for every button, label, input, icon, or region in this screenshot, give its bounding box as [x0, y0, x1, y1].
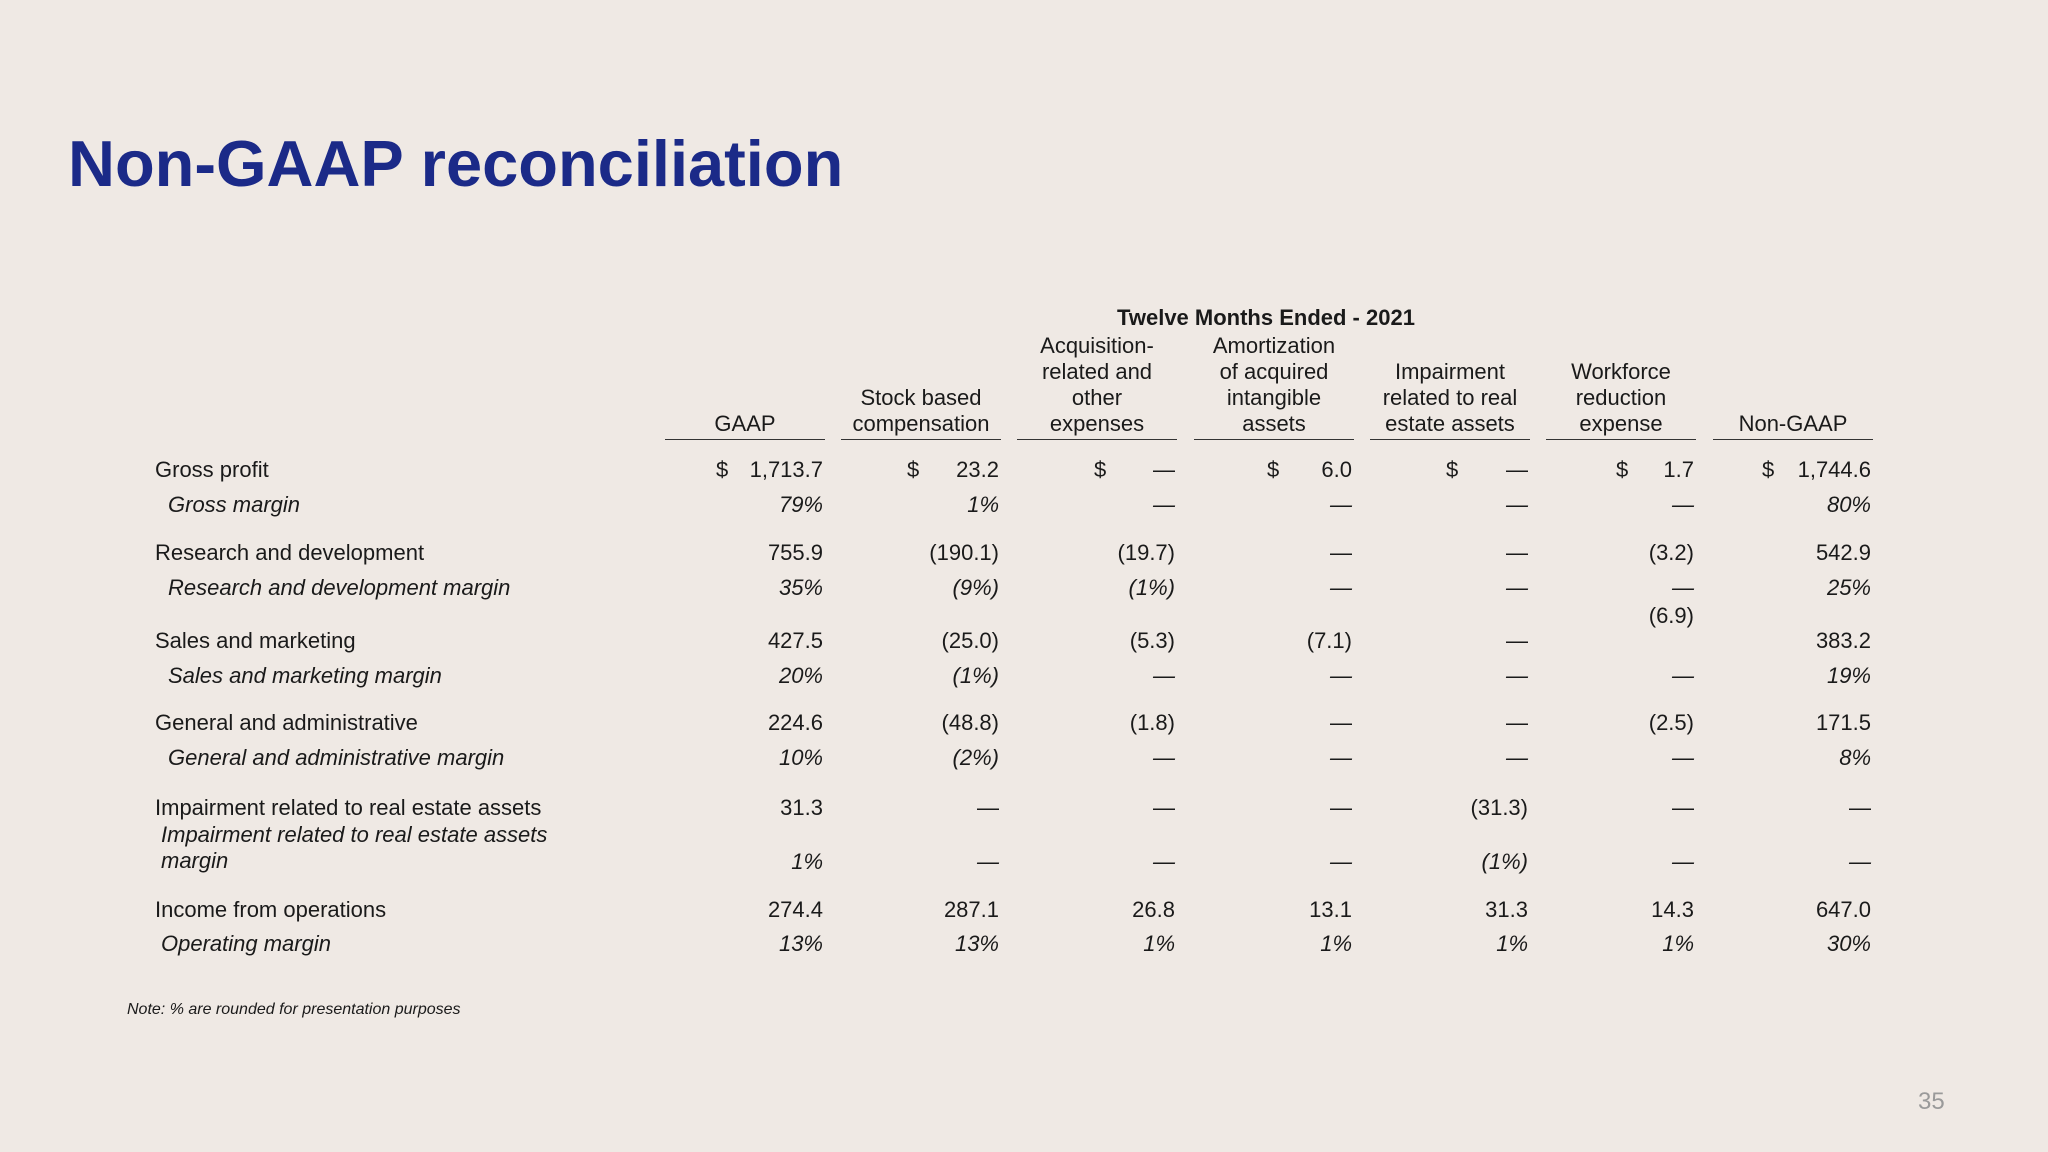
column-header-line: other: [1071, 385, 1123, 410]
cell-stock-based-compensation: (190.1): [929, 540, 999, 565]
table-row-ops: [0, 895, 2048, 925]
cell-gaap: 224.6: [767, 710, 823, 735]
column-header-line: reduction: [1575, 385, 1667, 410]
cell-acquisition-related: (1.8): [1129, 710, 1175, 735]
table-row-ops-margin: [0, 929, 2048, 959]
row-label: Operating margin: [161, 931, 331, 956]
cell-stock-based-compensation: (2%): [952, 745, 999, 770]
cell-workforce-reduction: (2.5): [1648, 710, 1694, 735]
cell-stock-based-compensation: 1%: [967, 492, 999, 517]
page-title: Non-GAAP reconciliation: [68, 127, 844, 200]
cell-amortization: 13.1: [1309, 897, 1352, 922]
column-header-gaap: [665, 330, 825, 440]
cell-impairment: (1%): [1481, 849, 1528, 874]
column-header-line: related and: [1041, 359, 1153, 384]
cell-workforce-reduction: —: [1672, 575, 1694, 600]
cell-non-gaap: 30%: [1826, 931, 1871, 956]
column-header-line: of acquired: [1219, 359, 1329, 384]
cell-stock-based-compensation: —: [977, 795, 999, 820]
cell-acquisition-related: (5.3): [1129, 628, 1175, 653]
column-header-line: expenses: [1049, 411, 1145, 436]
period-header: Twelve Months Ended - 2021: [1117, 305, 1415, 330]
cell-acquisition-related: (1%): [1128, 575, 1175, 600]
cell-non-gaap: 171.5: [1815, 710, 1871, 735]
cell-acquisition-related: —: [1153, 745, 1175, 770]
cell-workforce-reduction: (3.2): [1648, 540, 1694, 565]
column-header-line: assets: [1242, 411, 1306, 436]
row-label: Impairment related to real estate assets margin: [161, 822, 548, 873]
cell-gaap: 427.5: [767, 628, 823, 653]
column-header-line: Impairment: [1394, 359, 1506, 384]
cell-workforce-reduction: —: [1672, 663, 1694, 688]
cell-amortization: 1%: [1320, 931, 1352, 956]
cell-acquisition-related: —: [1153, 492, 1175, 517]
cell-gaap: 31.3: [780, 795, 823, 820]
column-header-line: expense: [1579, 411, 1663, 436]
table-row-gross-margin: [0, 490, 2048, 520]
table-row-gross-profit: [0, 455, 2048, 485]
cell-non-gaap: 647.0: [1815, 897, 1871, 922]
page-number: 35: [1918, 1088, 1945, 1115]
cell-stock-based-compensation: (25.0): [941, 628, 999, 653]
column-header-line: Stock based: [860, 385, 982, 410]
cell-impairment: —: [1506, 457, 1528, 482]
cell-amortization: —: [1330, 492, 1352, 517]
column-header-line: intangible: [1226, 385, 1322, 410]
column-header-line: Acquisition-: [1040, 333, 1154, 358]
column-header-impairment: [1370, 330, 1530, 440]
cell-non-gaap: 1,744.6: [1797, 457, 1871, 482]
cell-gaap: 20%: [778, 663, 823, 688]
column-header-stock-based-compensation: [841, 330, 1001, 440]
cell-gaap: 1,713.7: [749, 457, 823, 482]
cell-stock-based-compensation: 13%: [954, 931, 999, 956]
table-row-imp: [0, 793, 2048, 823]
row-label: Research and development: [155, 540, 425, 565]
cell-gaap: 10%: [778, 745, 823, 770]
currency-symbol: $: [716, 457, 729, 482]
cell-impairment: —: [1506, 663, 1528, 688]
table-row-rd: [0, 538, 2048, 568]
cell-workforce-reduction: 1.7: [1663, 457, 1694, 482]
cell-stock-based-compensation: (1%): [952, 663, 999, 688]
cell-non-gaap: —: [1849, 795, 1871, 820]
cell-gaap: 35%: [778, 575, 823, 600]
cell-non-gaap: 542.9: [1815, 540, 1871, 565]
cell-stock-based-compensation: (9%): [952, 575, 999, 600]
currency-symbol: $: [1094, 457, 1107, 482]
cell-impairment: —: [1506, 492, 1528, 517]
cell-workforce-reduction: —: [1672, 745, 1694, 770]
cell-non-gaap: —: [1849, 849, 1871, 874]
column-header-non-gaap: [1713, 330, 1873, 440]
cell-stock-based-compensation: —: [977, 849, 999, 874]
cell-workforce-reduction: —: [1672, 492, 1694, 517]
cell-amortization: —: [1330, 710, 1352, 735]
column-header-line: compensation: [852, 411, 990, 436]
column-header-amortization: [1194, 330, 1354, 440]
cell-workforce-reduction: 14.3: [1651, 897, 1694, 922]
row-label: Gross profit: [155, 457, 269, 482]
cell-amortization: —: [1330, 745, 1352, 770]
column-header-line: Amortization: [1212, 333, 1336, 358]
currency-symbol: $: [1267, 457, 1280, 482]
cell-non-gaap: 25%: [1826, 575, 1871, 600]
cell-impairment: —: [1506, 745, 1528, 770]
cell-amortization: —: [1330, 575, 1352, 600]
currency-symbol: $: [1762, 457, 1775, 482]
cell-workforce-reduction: —: [1672, 795, 1694, 820]
cell-workforce-reduction: 1%: [1662, 931, 1694, 956]
cell-impairment: —: [1506, 628, 1528, 653]
cell-acquisition-related: —: [1153, 663, 1175, 688]
cell-amortization: —: [1330, 795, 1352, 820]
row-label: General and administrative margin: [168, 745, 505, 770]
cell-amortization: —: [1330, 849, 1352, 874]
cell-impairment: 31.3: [1485, 897, 1528, 922]
cell-gaap: 1%: [791, 849, 823, 874]
row-label: Sales and marketing: [155, 628, 356, 653]
cell-acquisition-related: 26.8: [1132, 897, 1175, 922]
cell-gaap: 755.9: [767, 540, 823, 565]
cell-non-gaap: 8%: [1839, 745, 1871, 770]
row-label: General and administrative: [155, 710, 418, 735]
table-row-imp-margin: [0, 822, 2048, 877]
table-row-rd-margin: [0, 573, 2048, 603]
currency-symbol: $: [1446, 457, 1459, 482]
table-row-ga: [0, 708, 2048, 738]
currency-symbol: $: [1616, 457, 1629, 482]
cell-non-gaap: 19%: [1826, 663, 1871, 688]
cell-impairment: —: [1506, 540, 1528, 565]
cell-acquisition-related: 1%: [1143, 931, 1175, 956]
cell-acquisition-related: —: [1153, 849, 1175, 874]
footnote: Note: % are rounded for presentation purposes: [127, 1001, 461, 1018]
cell-gaap: 13%: [778, 931, 823, 956]
cell-acquisition-related: (19.7): [1117, 540, 1175, 565]
row-label: Sales and marketing margin: [168, 663, 442, 688]
row-label: Gross margin: [168, 492, 301, 517]
cell-non-gaap: 383.2: [1815, 628, 1871, 653]
column-header-line: Non-GAAP: [1738, 411, 1848, 436]
row-label: Research and development margin: [168, 575, 511, 600]
column-header-line: GAAP: [714, 411, 776, 436]
table-row-sm-margin: [0, 661, 2048, 691]
currency-symbol: $: [907, 457, 920, 482]
cell-impairment: —: [1506, 710, 1528, 735]
cell-acquisition-related: —: [1153, 457, 1175, 482]
row-label: Impairment related to real estate assets: [155, 795, 542, 820]
cell-workforce-reduction: —: [1672, 849, 1694, 874]
cell-amortization: 6.0: [1321, 457, 1352, 482]
cell-amortization: (7.1): [1306, 628, 1352, 653]
table-row-ga-margin: [0, 743, 2048, 773]
cell-non-gaap: 80%: [1826, 492, 1871, 517]
cell-stock-based-compensation: 287.1: [943, 897, 999, 922]
cell-impairment: (31.3): [1470, 795, 1528, 820]
row-label: Income from operations: [155, 897, 387, 922]
column-header-line: estate assets: [1385, 411, 1515, 436]
cell-amortization: —: [1330, 663, 1352, 688]
column-header-acquisition-related: [1017, 330, 1177, 440]
column-header-line: related to real: [1382, 385, 1518, 410]
cell-amortization: —: [1330, 540, 1352, 565]
cell-impairment: 1%: [1496, 931, 1528, 956]
column-header-line: Workforce: [1571, 359, 1671, 384]
cell-impairment: —: [1506, 575, 1528, 600]
cell-stock-based-compensation: 23.2: [956, 457, 999, 482]
table-row-sm: [0, 626, 2048, 656]
cell-gaap: 274.4: [767, 897, 823, 922]
cell-acquisition-related: —: [1153, 795, 1175, 820]
column-header-workforce-reduction: [1546, 330, 1696, 440]
cell-stock-based-compensation: (48.8): [941, 710, 999, 735]
cell-gaap: 79%: [778, 492, 823, 517]
cell-workforce-reduction-sales-marketing: (6.9): [1648, 603, 1694, 628]
